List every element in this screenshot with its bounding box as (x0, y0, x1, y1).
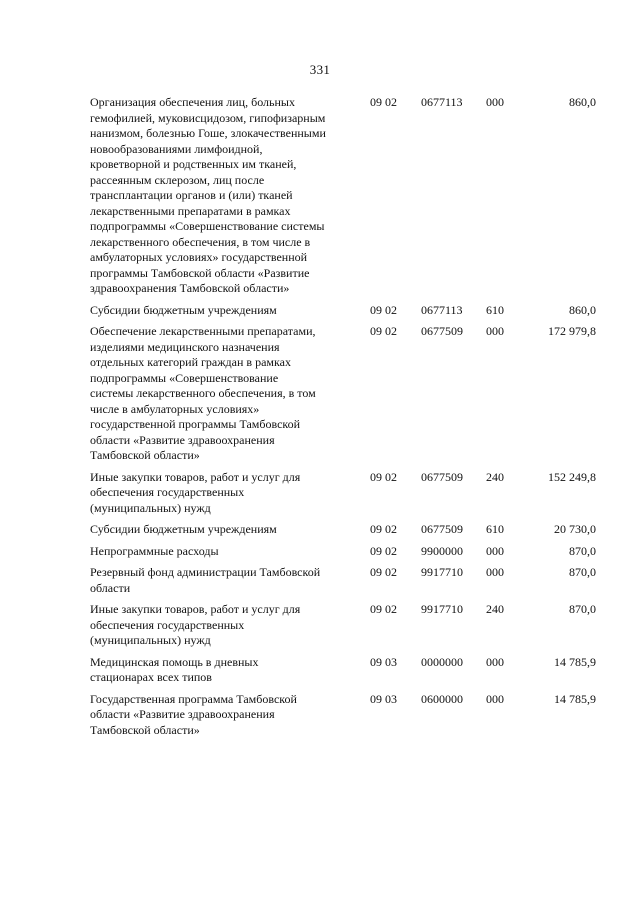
amount: 870,0 (569, 602, 596, 616)
section-code: 09 03 (370, 654, 397, 669)
expense-type-code: 240 (486, 602, 504, 616)
expense-type-code: 000 (486, 543, 504, 558)
table-row (90, 602, 596, 649)
expense-type-code: 610 (486, 302, 504, 317)
section-code: 09 02 (370, 302, 397, 317)
row-description: Медицинская помощь в дневных стационарах всех типов (90, 654, 259, 684)
budget-table (90, 95, 596, 744)
table-row (90, 470, 596, 517)
row-description: Организация обеспечения лиц, больных гемофилией, муковисцидозом, гипофизарным нанизмом, болезнью Гоше, злокачественными новообразованиями лимфоидной, кроветворной и родственных им тканей, рассеянным склерозом, лиц после трансплантации органов и (или) тканей лекарственными препаратами в рамках подпрограммы «Совершенствование системы лекарственного обеспечения, в том числе в амбулаторных условиях» государственной программы Тамбовской области «Развитие здравоохранения Тамбовской области» (90, 95, 326, 295)
amount: 152 249,8 (548, 469, 596, 484)
table-row (90, 324, 596, 464)
row-description: Резервный фонд администрации Тамбовской области (90, 565, 321, 595)
amount: 14 785,9 (554, 654, 596, 669)
amount: 172 979,8 (548, 324, 596, 338)
row-description: Государственная программа Тамбовской области «Развитие здравоохранения Тамбовской области» (90, 691, 297, 737)
section-code: 09 02 (370, 522, 397, 536)
section-code: 09 02 (370, 565, 397, 579)
target-item-code: 0677509 (421, 324, 463, 338)
target-item-code: 0677113 (421, 95, 463, 109)
section-code: 09 02 (370, 95, 397, 109)
target-item-code: 0677113 (421, 302, 463, 317)
table-row (90, 303, 596, 319)
row-description: Субсидии бюджетным учреждениям (90, 302, 277, 317)
table-row (90, 565, 596, 596)
amount: 860,0 (569, 95, 596, 109)
amount: 20 730,0 (554, 522, 596, 536)
table-row (90, 544, 596, 560)
target-item-code: 9917710 (421, 565, 463, 579)
target-item-code: 9900000 (421, 543, 463, 558)
section-code: 09 02 (370, 469, 397, 484)
section-code: 09 03 (370, 691, 397, 706)
target-item-code: 0600000 (421, 691, 463, 706)
table-row (90, 692, 596, 739)
target-item-code: 0677509 (421, 522, 463, 536)
section-code: 09 02 (370, 602, 397, 616)
row-description: Иные закупки товаров, работ и услуг для обеспечения государственных (муниципальных) нужд (90, 469, 301, 515)
amount: 870,0 (569, 565, 596, 579)
target-item-code: 0677509 (421, 469, 463, 484)
target-item-code: 9917710 (421, 602, 463, 616)
row-description: Обеспечение лекарственными препаратами, изделиями медицинского назначения отдельных категорий граждан в рамках подпрограммы «Совершенствование системы лекарственного обеспечения, в том числе в амбулаторных условиях» государственной программы Тамбовской области «Развитие здравоохранения Тамбовской области» (90, 324, 316, 462)
section-code: 09 02 (370, 543, 397, 558)
page-number: 331 (309, 62, 331, 77)
expense-type-code: 610 (486, 522, 504, 536)
amount: 14 785,9 (554, 691, 596, 706)
section-code: 09 02 (370, 324, 397, 338)
expense-type-code: 000 (486, 324, 504, 338)
expense-type-code: 240 (486, 469, 504, 484)
row-description: Непрограммные расходы (90, 543, 219, 558)
target-item-code: 0000000 (421, 654, 463, 669)
expense-type-code: 000 (486, 565, 504, 579)
expense-type-code: 000 (486, 95, 504, 109)
expense-type-code: 000 (486, 654, 504, 669)
table-row (90, 95, 596, 297)
amount: 860,0 (569, 302, 596, 317)
amount: 870,0 (569, 543, 596, 558)
table-row (90, 522, 596, 538)
table-row (90, 655, 596, 686)
row-description: Субсидии бюджетным учреждениям (90, 522, 277, 536)
expense-type-code: 000 (486, 691, 504, 706)
row-description: Иные закупки товаров, работ и услуг для обеспечения государственных (муниципальных) нужд (90, 602, 301, 647)
